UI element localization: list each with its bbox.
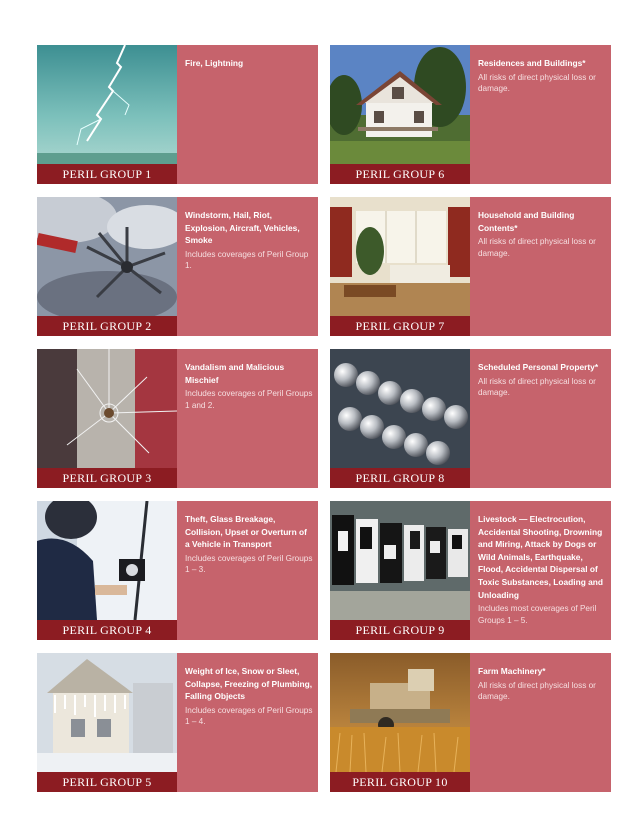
peril-description: Includes coverages of Peril Groups 1 – 3. — [185, 553, 313, 575]
peril-group-10-card — [330, 653, 611, 792]
peril-group-label: PERIL GROUP 1 — [37, 164, 177, 184]
pearls-illustration — [330, 349, 470, 468]
peril-group-label: PERIL GROUP 2 — [37, 316, 177, 336]
combine-harvester-illustration — [330, 653, 470, 772]
peril-group-4-card — [37, 501, 318, 640]
windmill-illustration — [37, 197, 177, 316]
vehicle-theft-illustration — [37, 501, 177, 620]
peril-title: Household and Building Contents* — [478, 210, 575, 233]
peril-description: All risks of direct physical loss or damage. — [478, 237, 596, 258]
peril-title: Vandalism and Malicious Mischief — [185, 362, 285, 385]
peril-group-2-card — [37, 197, 318, 336]
peril-title: Scheduled Personal Property* — [478, 362, 599, 372]
ice-storm-illustration — [37, 653, 177, 772]
peril-group-label: PERIL GROUP 9 — [330, 620, 470, 640]
cows-illustration — [330, 501, 470, 620]
broken-glass-illustration — [37, 349, 177, 468]
peril-group-label: PERIL GROUP 5 — [37, 772, 177, 792]
peril-description: Includes most coverages of Peril Groups 1 – 5. — [478, 604, 597, 625]
peril-group-8-card — [330, 349, 611, 488]
peril-description: Includes coverages of Peril Group 1. — [185, 249, 309, 271]
peril-group-label: PERIL GROUP 6 — [330, 164, 470, 184]
peril-group-label: PERIL GROUP 4 — [37, 620, 177, 640]
peril-group-3-card — [37, 349, 318, 488]
peril-title: Farm Machinery* — [478, 666, 546, 676]
peril-title: Livestock — Electrocution, Accidental Shooting, Drowning and Miring, Attack by Dogs or Wild Animals, Earthquake, Flood, Accidental Dispersal of Toxic Substances, Loading and Unloading — [478, 514, 604, 600]
house-illustration — [330, 45, 470, 164]
peril-group-label: PERIL GROUP 3 — [37, 468, 177, 488]
peril-group-6-card — [330, 45, 611, 184]
peril-group-label: PERIL GROUP 7 — [330, 316, 470, 336]
peril-group-5-card — [37, 653, 318, 792]
peril-description: All risks of direct physical loss or damage. — [478, 376, 596, 397]
peril-group-label: PERIL GROUP 8 — [330, 468, 470, 488]
peril-description: All risks of direct physical loss or damage. — [478, 72, 596, 93]
peril-title: Residences and Buildings* — [478, 58, 586, 68]
peril-group-label: PERIL GROUP 10 — [330, 772, 470, 792]
lightning-illustration — [37, 45, 177, 164]
peril-group-9-card — [330, 501, 611, 640]
peril-title: Fire, Lightning — [185, 58, 244, 68]
living-room-illustration — [330, 197, 470, 316]
peril-title: Theft, Glass Breakage, Collision, Upset or Overturn of a Vehicle in Transport — [185, 514, 307, 550]
peril-description: All risks of direct physical loss or damage. — [478, 680, 596, 701]
peril-group-1-card — [37, 45, 318, 184]
peril-title: Windstorm, Hail, Riot, Explosion, Aircraft, Vehicles, Smoke — [185, 210, 300, 246]
peril-description: Includes coverages of Peril Groups 1 and 2. — [185, 389, 313, 410]
peril-group-7-card — [330, 197, 611, 336]
peril-title: Weight of Ice, Snow or Sleet, Collapse, Freezing of Plumbing, Falling Objects — [185, 666, 313, 702]
peril-description: Includes coverages of Peril Groups 1 – 4. — [185, 705, 313, 727]
